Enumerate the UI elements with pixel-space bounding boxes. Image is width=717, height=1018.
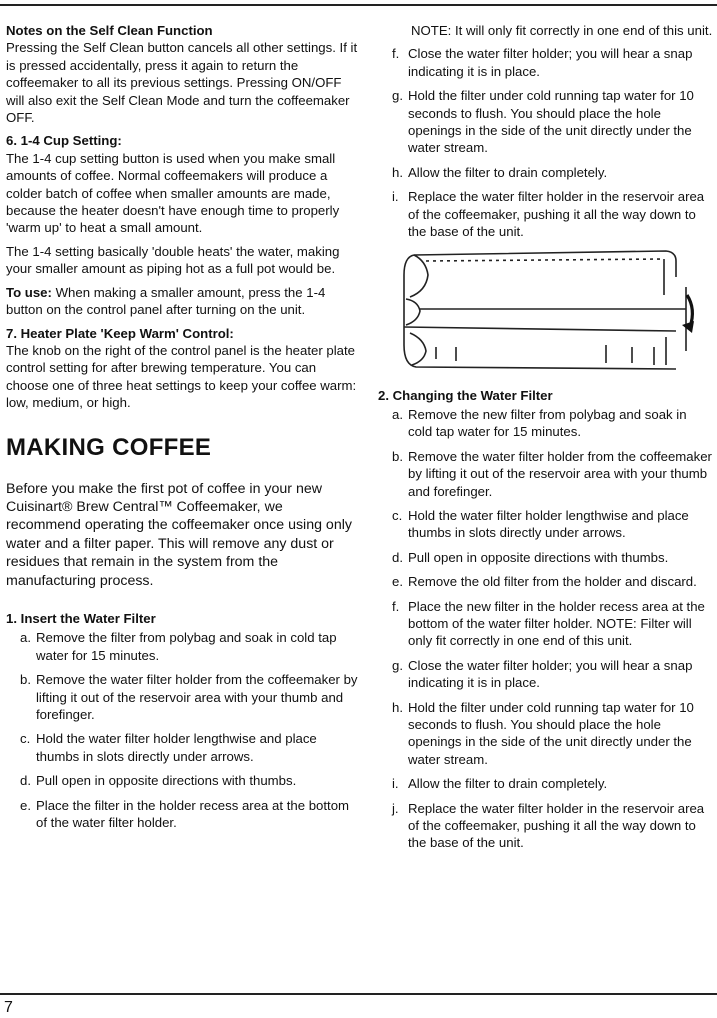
list-item	[392, 507, 714, 542]
step-letter: g.	[392, 88, 403, 104]
step-letter: c.	[20, 731, 31, 747]
step-letter: a.	[392, 406, 403, 422]
list-item	[392, 775, 714, 792]
step-text: Pull open in opposite directions with thumbs.	[408, 549, 669, 565]
left-column	[6, 22, 358, 838]
changing-filter-title: 2. Changing the Water Filter	[378, 388, 553, 404]
heater-plate-section	[6, 325, 358, 412]
step-text: Close the water filter holder; you will hear a snap indicating it is in place.	[408, 46, 693, 79]
step-text: Remove the water filter holder from the coffeemaker by lifting it out of the reservoir area with your thumb and forefinger.	[36, 672, 358, 722]
step-text: Allow the filter to drain completely.	[408, 164, 608, 180]
step-text: Hold the filter under cold running tap water for 10 seconds to flush. You should place the hole openings in the side of the unit directly under the water stream.	[408, 88, 694, 156]
step-text: Replace the water filter holder in the reservoir area of the coffeemaker, pushing it all the way down to the base of the unit.	[408, 800, 705, 851]
heater-plate-body: The knob on the right of the control panel is the heater plate control setting for after brewing temperature. You can choose one of three heat settings to keep your coffee warm: low, medium, or high.	[6, 342, 357, 411]
self-clean-title: Notes on the Self Clean Function	[6, 23, 213, 38]
steps-top	[378, 45, 714, 240]
step-letter: h.	[392, 164, 403, 180]
step-letter: j.	[392, 800, 399, 816]
step-letter: b.	[20, 672, 31, 688]
list-item	[392, 573, 714, 590]
step-text: Remove the filter from polybag and soak in cold tap water for 15 minutes.	[36, 630, 337, 663]
step-letter: g.	[392, 657, 403, 673]
step-text: Pull open in opposite directions with thumbs.	[36, 773, 297, 789]
step-letter: a.	[20, 630, 31, 646]
cup-setting-to-use	[6, 284, 358, 319]
list-item	[392, 657, 714, 692]
bottom-rule	[0, 993, 717, 995]
to-use-label: To use:	[6, 284, 52, 300]
insert-filter-section	[6, 610, 358, 831]
step-text: Close the water filter holder; you will hear a snap indicating it is in place.	[408, 657, 693, 691]
step-letter: f.	[392, 598, 400, 614]
list-item	[20, 772, 358, 789]
step-letter: h.	[392, 699, 403, 715]
list-item	[392, 406, 714, 441]
step-letter: b.	[392, 448, 403, 464]
list-item	[392, 188, 714, 240]
water-filter-holder-illustration	[396, 247, 700, 375]
step-letter: i.	[392, 189, 399, 205]
top-rule	[0, 4, 717, 6]
step-letter: f.	[392, 46, 400, 62]
right-column	[378, 22, 714, 859]
heater-plate-title: 7. Heater Plate 'Keep Warm' Control:	[6, 325, 234, 341]
list-item	[20, 730, 358, 765]
list-item	[392, 87, 714, 157]
step-letter: c.	[392, 507, 403, 523]
making-coffee-section	[6, 434, 358, 590]
self-clean-body: Pressing the Self Clean button cancels all other settings. If it is pressed accidentally, press it again to return the coffeemaker to all its previous settings. Pressing ON/OFF will also exit the Self Clean Mode and turn the coffeemaker OFF.	[6, 40, 358, 126]
changing-filter-section	[378, 387, 714, 851]
list-item	[20, 797, 358, 832]
making-coffee-intro: Before you make the first pot of coffee in your new Cuisinart® Brew Central™ Coffeemaker, we recommend operating the coffeemaker once using only water and a filter paper. This will remove any dust or residues that remain in the system from the manufacturing process.	[6, 480, 352, 589]
list-item	[20, 671, 358, 723]
list-item	[20, 629, 358, 664]
step-text: Place the new filter in the holder recess area at the bottom of the water filter holder. NOTE: Filter will only fit correctly in one end of this unit.	[408, 598, 705, 649]
making-coffee-heading: MAKING COFFEE	[6, 433, 212, 461]
step-letter: i.	[392, 776, 399, 792]
list-item	[392, 45, 714, 80]
step-text: Replace the water filter holder in the reservoir area of the coffeemaker, pushing it all the way down to the base of the unit.	[408, 189, 705, 240]
list-item	[392, 448, 714, 500]
step-letter: d.	[392, 549, 403, 565]
changing-filter-steps	[378, 406, 714, 852]
cup-setting-section	[6, 132, 358, 318]
step-text: Hold the filter under cold running tap water for 10 seconds to flush. You should place the hole openings in the side of the unit directly under the water stream.	[408, 699, 694, 767]
cup-setting-body-2: The 1-4 setting basically 'double heats' the water, making your smaller amount as piping hot as a full pot would be.	[6, 243, 340, 277]
insert-filter-steps	[6, 629, 358, 831]
step-letter: e.	[20, 797, 31, 813]
page-number: 7	[4, 999, 13, 1016]
list-item	[392, 164, 714, 181]
step-text: Remove the new filter from polybag and soak in cold tap water for 15 minutes.	[408, 406, 687, 440]
insert-filter-title: 1. Insert the Water Filter	[6, 610, 156, 626]
list-item	[392, 800, 714, 852]
step-letter: e.	[392, 574, 403, 590]
self-clean-section	[6, 22, 358, 126]
step-text: Hold the water filter holder lengthwise and place thumbs in slots directly under arrows.	[36, 731, 317, 764]
step-text: Remove the old filter from the holder and discard.	[408, 574, 697, 590]
list-item	[392, 699, 714, 769]
step-text: Remove the water filter holder from the coffeemaker by lifting it out of the reservoir area with your thumb and forefinger.	[408, 448, 712, 499]
list-item	[392, 549, 714, 566]
arrow-head-icon	[682, 321, 694, 333]
list-item	[392, 598, 714, 650]
step-text: Place the filter in the holder recess area at the bottom of the water filter holder.	[36, 797, 350, 831]
step-text: Allow the filter to drain completely.	[408, 776, 608, 792]
cup-setting-title: 6. 1-4 Cup Setting:	[6, 133, 122, 149]
to-use-text: When making a smaller amount, press the 1-4 button on the control panel after turning on the unit.	[6, 284, 326, 318]
cup-setting-body-1: The 1-4 cup setting button is used when you make small amounts of coffee. Normal coffeemakers will produce a colder batch of coffee when smaller amounts are made, because the heater doesn't have enough time to properly 'warm up' to heat a small amount.	[6, 150, 340, 236]
note-top: NOTE: It will only fit correctly in one end of this unit.	[411, 23, 713, 38]
step-letter: d.	[20, 773, 31, 789]
step-text: Hold the water filter holder lengthwise and place thumbs in slots directly under arrows.	[408, 507, 689, 541]
